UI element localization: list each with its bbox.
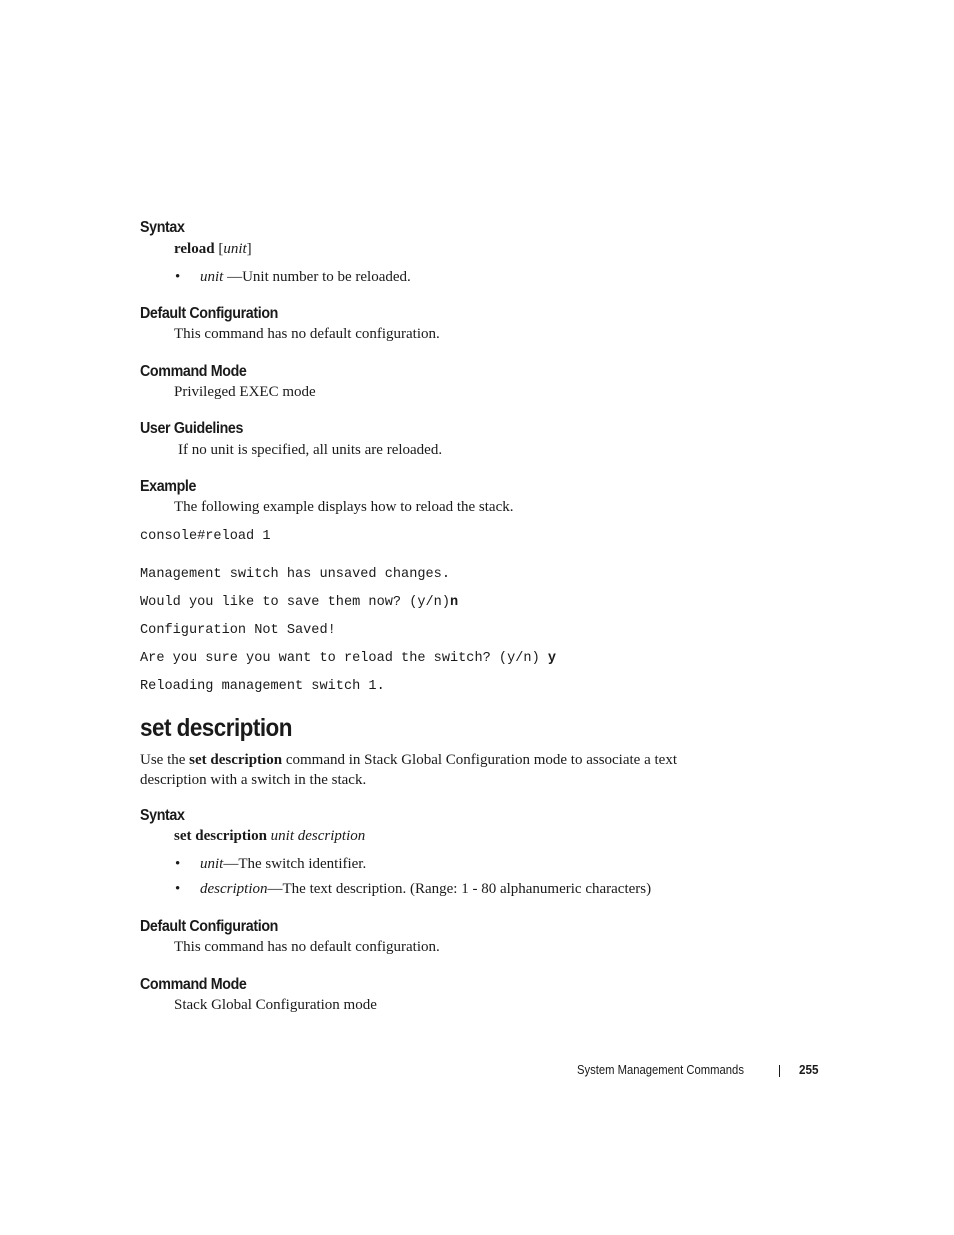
default-config-heading: Default Configuration [140, 305, 279, 322]
code-line [140, 595, 458, 610]
command-name: reload [174, 241, 215, 257]
command-mode-heading: Command Mode [140, 363, 247, 380]
param-name: unit [223, 241, 247, 257]
param-desc-text: —Unit number to be reloaded. [223, 269, 411, 285]
code-prompt: Would you like to save them now? (y/n) [140, 595, 450, 610]
default-config-heading: Default Configuration [140, 918, 279, 935]
bracket-close: ] [246, 241, 252, 257]
section-title: set description [140, 714, 292, 742]
syntax-heading: Syntax [140, 219, 185, 236]
intro-pre: Use the [140, 752, 190, 768]
code-line: Reloading management switch 1. [140, 679, 385, 694]
code-user-input: n [450, 595, 459, 610]
code-line [140, 651, 556, 666]
user-guidelines-heading: User Guidelines [140, 420, 244, 437]
command-mode-text: Stack Global Configuration mode [174, 997, 377, 1013]
code-prompt: Are you sure you want to reload the switch? (y/n) [140, 651, 548, 666]
param-name: description [200, 881, 268, 897]
page-number: 255 [799, 1062, 819, 1077]
intro-post: command in Stack Global Configuration mode to associate a text description with a switch in the stack. [140, 752, 677, 788]
param-desc-text: —The switch identifier. [223, 856, 367, 872]
syntax-heading: Syntax [140, 807, 185, 824]
intro-paragraph [140, 751, 720, 790]
param-description [200, 269, 411, 286]
example-heading: Example [140, 478, 197, 495]
syntax-line [174, 241, 252, 258]
default-config-text: This command has no default configuration. [174, 939, 440, 955]
command-mode-heading: Command Mode [140, 976, 247, 993]
code-line: console#reload 1 [140, 529, 271, 544]
param-description [200, 856, 366, 873]
command-name: set description [189, 752, 283, 768]
code-line: Management switch has unsaved changes. [140, 567, 450, 582]
param-description [200, 881, 651, 898]
default-config-text: This command has no default configuration. [174, 326, 440, 342]
command-mode-text: Privileged EXEC mode [174, 384, 316, 400]
code-line: Configuration Not Saved! [140, 623, 336, 638]
param-name: unit [200, 269, 224, 285]
user-guidelines-text: If no unit is specified, all units are reloaded. [178, 442, 443, 458]
example-text: The following example displays how to reload the stack. [174, 499, 514, 515]
param-name: unit [200, 856, 224, 872]
bracket-open: [ [214, 241, 224, 257]
bullet-icon: • [175, 269, 181, 285]
bullet-icon: • [175, 856, 181, 872]
param-desc-text: —The text description. (Range: 1 - 80 alphanumeric characters) [267, 881, 652, 897]
bullet-icon: • [175, 881, 181, 897]
code-user-input: y [547, 651, 557, 666]
footer-divider [779, 1065, 780, 1077]
command-name: set description [174, 828, 267, 844]
syntax-line [174, 828, 365, 845]
param-names: unit description [266, 828, 366, 844]
footer-section-name: System Management Commands [577, 1063, 744, 1077]
